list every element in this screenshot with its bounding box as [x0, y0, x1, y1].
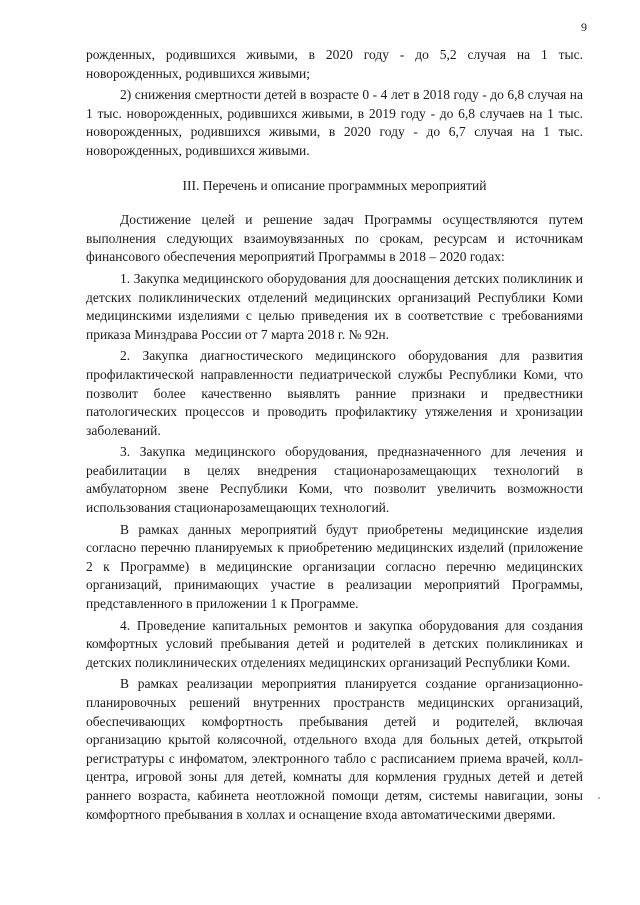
scan-speck — [598, 797, 600, 799]
paragraph-measure-details: В рамках данных мероприятий будут приобретены медицинские изделия согласно перечню планируемых к приобретению медицинских изделий (приложение 2 к Программе) в медицинские организации согласно перечню медицинских организаций, принимающих участие в реализации мероприятий Программы, представленного в приложении 1 к Программе. — [86, 521, 583, 612]
paragraph-measure-4: 4. Проведение капитальных ремонтов и закупка оборудования для создания комфортных условий пребывания детей и родителей в детских поликлиниках и детских поликлинических отделениях медицинских организаций Республики Коми. — [86, 617, 583, 670]
paragraph-measure-2: 2. Закупка диагностического медицинского оборудования для развития профилактической направленности педиатрической службы Республики Коми, что позволит более качественно выявлять ранние признаки и предвестники патологических процессов и проводить профилактику утяжеления и хронизации заболеваний. — [86, 348, 583, 438]
paragraph-item-2: 2) снижения смертности детей в возрасте 0 - 4 лет в 2018 году - до 6,8 случая на 1 тыс. новорожденных, родившихся живыми, в 2019 году - до 6,8 случаев на 1 тыс. новорожденных, родившихся живыми, в 2020 году - до 6,7 случая на 1 тыс. новорожденных, родившихся живыми. — [86, 87, 583, 158]
paragraph-measure-4-details: В рамках реализации мероприятия планируется создание организационно-планировочных решений внутренних пространств медицинских организаций, обеспечивающих комфортность пребывания детей и родителей, включая организацию крытой колясочной, отдельного входа для больных детей, открытой регистратуры с инфоматом, электронного табло с расписанием приема врачей, колл-центра, игровой зоны для детей, комнаты для кормления грудных детей и детей раннего возраста, кабинета неотложной помощи детям, системы навигации, зоны комфортного пребывания в холлах и оснащение входа автоматическими дверями. — [86, 676, 583, 822]
document-body — [86, 46, 583, 827]
paragraph-measure-3: 3. Закупка медицинского оборудования, предназначенного для лечения и реабилитации в целях внедрения стационарозамещающих технологий в амбулаторном звене Республики Коми, что позволит увеличить возможности использования стационарозамещающих технологий. — [86, 444, 583, 516]
page-number: 9 — [581, 20, 587, 34]
paragraph-measure-1: 1. Закупка медицинского оборудования для дооснащения детских поликлиник и детских поликлинических отделений медицинских организаций Республики Коми медицинскими изделиями с целью приведения их в соответствие с требованиями приказа Минздрава России от 7 марта 2018 г. № 92н. — [86, 270, 583, 342]
section-heading: III. Перечень и описание программных мероприятий — [182, 177, 487, 193]
paragraph-continuation: рожденных, родившихся живыми, в 2020 году - до 5,2 случая на 1 тыс. новорожденных, родившихся живыми; — [86, 47, 583, 81]
paragraph-intro: Достижение целей и решение задач Программы осуществляются путем выполнения следующих взаимоувязанных по срокам, ресурсам и источникам финансового обеспечения мероприятий Программы в 2018 – 2020 годах: — [86, 212, 583, 265]
